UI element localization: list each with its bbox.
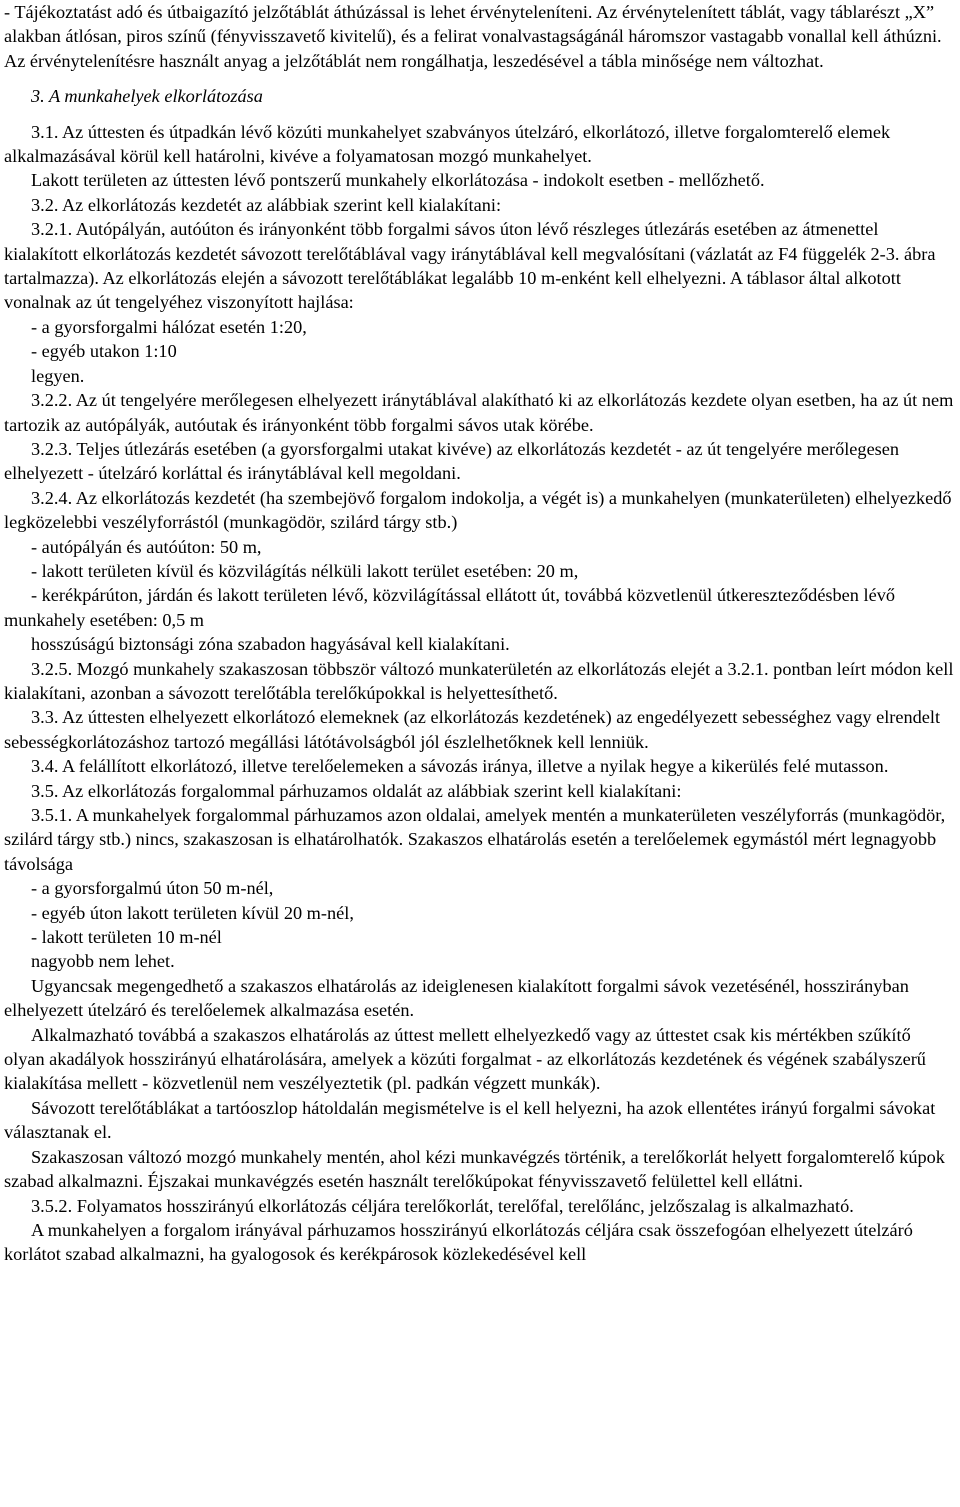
list-item-zone-rural: - lakott területen kívül és közvilágítás nélküli lakott terület esetében: 20 m, <box>31 560 579 581</box>
paragraph-temporary-lanes: Ugyancsak megengedhető a szakaszos elhatárolás az ideiglenesen kialakított forgalmi sávok vezetésénél, hosszirányban elhelyezett útelzáró és terelőelemek alkalmazása esetén. <box>4 975 909 1021</box>
list-tail-legyen: legyen. <box>31 365 85 386</box>
paragraph-3-5-2: 3.5.2. Folyamatos hosszirányú elkorlátozás céljára terelőkorlát, terelőfal, terelőlánc, jelzőszalag is alkalmazható. <box>31 1195 854 1216</box>
list-item-zone-motorway: - autópályán és autóúton: 50 m, <box>31 536 262 557</box>
paragraph-3-3: 3.3. Az úttesten elhelyezett elkorlátozó elemeknek (az elkorlátozás kezdetének) az engedélyezett sebességhez vagy elrendelt sebességkorlátozáshoz tartozó megállási látótávolságból jól észlelhetőknek kell lenniük. <box>4 707 941 752</box>
paragraph-3-2: 3.2. Az elkorlátozás kezdetét az alábbiak szerint kell kialakítani: <box>31 194 502 215</box>
paragraph-invalidation-material: Az érvénytelenítésre használt anyag a jelzőtáblát nem rongálhatja, leszedésével a tábla minősége nem változhat. <box>4 50 824 71</box>
list-tail-safety-zone: hosszúságú biztonsági zóna szabadon hagyásával kell kialakítani. <box>31 634 510 655</box>
list-item-ratio-expressway: - a gyorsforgalmi hálózat esetén 1:20, <box>31 316 307 337</box>
paragraph-3-2-5: 3.2.5. Mozgó munkahely szakaszosan többször változó munkaterületén az elkorlátozás elejét a 3.2.1. pontban leírt módon kell kialakítani, azonban a sávozott terelőtábla terelőkúpokkal is helyettesíthető. <box>4 658 954 703</box>
paragraph-3-1-urban: Lakott területen az úttesten lévő pontszerű munkahely elkorlátozása - indokolt esetben - mellőzhető. <box>31 170 765 191</box>
paragraph-3-2-3: 3.2.3. Teljes útlezárás esetében (a gyorsforgalmi utakat kivéve) az elkorlátozás kezdetét - az út tengelyére merőlegesen elhelyezett - útelzáró korláttal és iránytáblával kell megoldani. <box>4 438 900 484</box>
paragraph-striped-signs: Sávozott terelőtáblákat a tartóoszlop hátoldalán megismételve is el kell helyezni, ha azok ellentétes irányú forgalmi sávokat választanak el. <box>4 1097 936 1143</box>
paragraph-mobile-worksite: Szakaszosan változó mozgó munkahely mentén, ahol kézi munkavégzés történik, a terelőkorlát helyett forgalomterelő kúpok szabad alkalmazni. Éjszakai munkavégzés esetén használt terelőkúpokat fényvisszavető felülettel kell ellátni. <box>4 1146 945 1192</box>
list-item-zone-urban: - kerékpárúton, járdán és lakott területen lévő, közvilágítással ellátott út, továbbá közvetlenül útkereszteződésben lévő munkahely esetében: 0,5 m <box>4 585 895 630</box>
list-tail-not-greater: nagyobb nem lehet. <box>31 951 175 972</box>
paragraph-longitudinal-barrier: A munkahelyen a forgalom irányával párhuzamos hosszirányú elkorlátozás céljára csak összefogóan elhelyezett útelzáró korlátot szabad alkalmazni, ha gyalogosok és kerékpárosok közlekedésével kell <box>4 1219 913 1265</box>
paragraph-3-2-4: 3.2.4. Az elkorlátozás kezdetét (ha szembejövő forgalom indokolja, a végét is) a munkahelyen (munkaterületen) elhelyezkedő legközelebbi veszélyforrástól (munkagödör, szilárd tárgy stb.) <box>4 487 952 533</box>
paragraph-invalidation-strikeout: - Tájékoztatást adó és útbaigazító jelzőtáblát áthúzással is lehet érvényteleníteni. Az érvénytelenített táblát, vagy táblarészt „X” alakban átlósan, piros színű (fényvisszavető kivitelű), és a felirat vonalvastagságánál háromszor vastagabb vonallal kell áthúzni. <box>4 2 942 47</box>
paragraph-3-1: 3.1. Az úttesten és útpadkán lévő közúti munkahelyet szabványos útelzáró, elkorlátozó, illetve forgalomterelő elemek alkalmazásával körül kell határolni, kivéve a folyamatosan mozgó munkahelyet. <box>4 121 891 167</box>
paragraph-3-4: 3.4. A felállított elkorlátozó, illetve terelőelemeken a sávozás iránya, illetve a nyilak hegye a kikerülés felé mutasson. <box>31 756 889 777</box>
paragraph-3-2-1: 3.2.1. Autópályán, autóúton és irányonként több forgalmi sávos úton lévő részleges útlezárás esetében az átmenettel kialakított elkorlátozás kezdetét sávozott terelőtáblával vagy iránytáblával kell megvalósítani (vázlatát az F4 függelék 2-3. ábra tartalmazza). Az elkorlátozás elején a sávozott terelőtáblákat legalább 10 m-enként kell elhelyezni. A táblasor által alkotott vonalnak az út tengelyéhez viszonyított hajlása: <box>4 219 936 313</box>
list-item-ratio-other: - egyéb utakon 1:10 <box>31 341 177 362</box>
paragraph-3-5: 3.5. Az elkorlátozás forgalommal párhuzamos oldalát az alábbiak szerint kell kialakítani: <box>31 780 682 801</box>
section-heading-3: 3. A munkahelyek elkorlátozása <box>31 86 263 107</box>
paragraph-3-5-1: 3.5.1. A munkahelyek forgalommal párhuzamos azon oldalai, amelyek mentén a munkaterületen veszélyforrás (munkagödör, szilárd tárgy stb.) nincs, szakaszosan is elhatárolhatók. Szakaszos elhatárolás esetén a terelőelemek egymástól mért legnagyobb távolsága <box>4 805 946 874</box>
paragraph-3-2-2: 3.2.2. Az út tengelyére merőlegesen elhelyezett iránytáblával alakítható ki az elkorlátozás kezdete olyan esetben, ha az út nem tartozik az autópályák, autóutak és irányonként több forgalmi sávos utak körébe. <box>4 390 954 435</box>
list-item-distance-rural: - egyéb úton lakott területen kívül 20 m-nél, <box>31 902 354 923</box>
list-item-distance-urban: - lakott területen 10 m-nél <box>31 927 222 948</box>
paragraph-obstacles: Alkalmazható továbbá a szakaszos elhatárolás az úttest mellett elhelyezkedő vagy az úttestet csak kis mértékben szűkítő olyan akadályok hosszirányú elhatárolására, amelyek a közúti forgalmat - az elkorlátozás kezdetének és végének szabályszerű kialakítása mellett - közvetlenül nem veszélyeztetik (pl. padkán végzett munkák). <box>4 1024 926 1094</box>
list-item-distance-expressway: - a gyorsforgalmú úton 50 m-nél, <box>31 878 274 899</box>
